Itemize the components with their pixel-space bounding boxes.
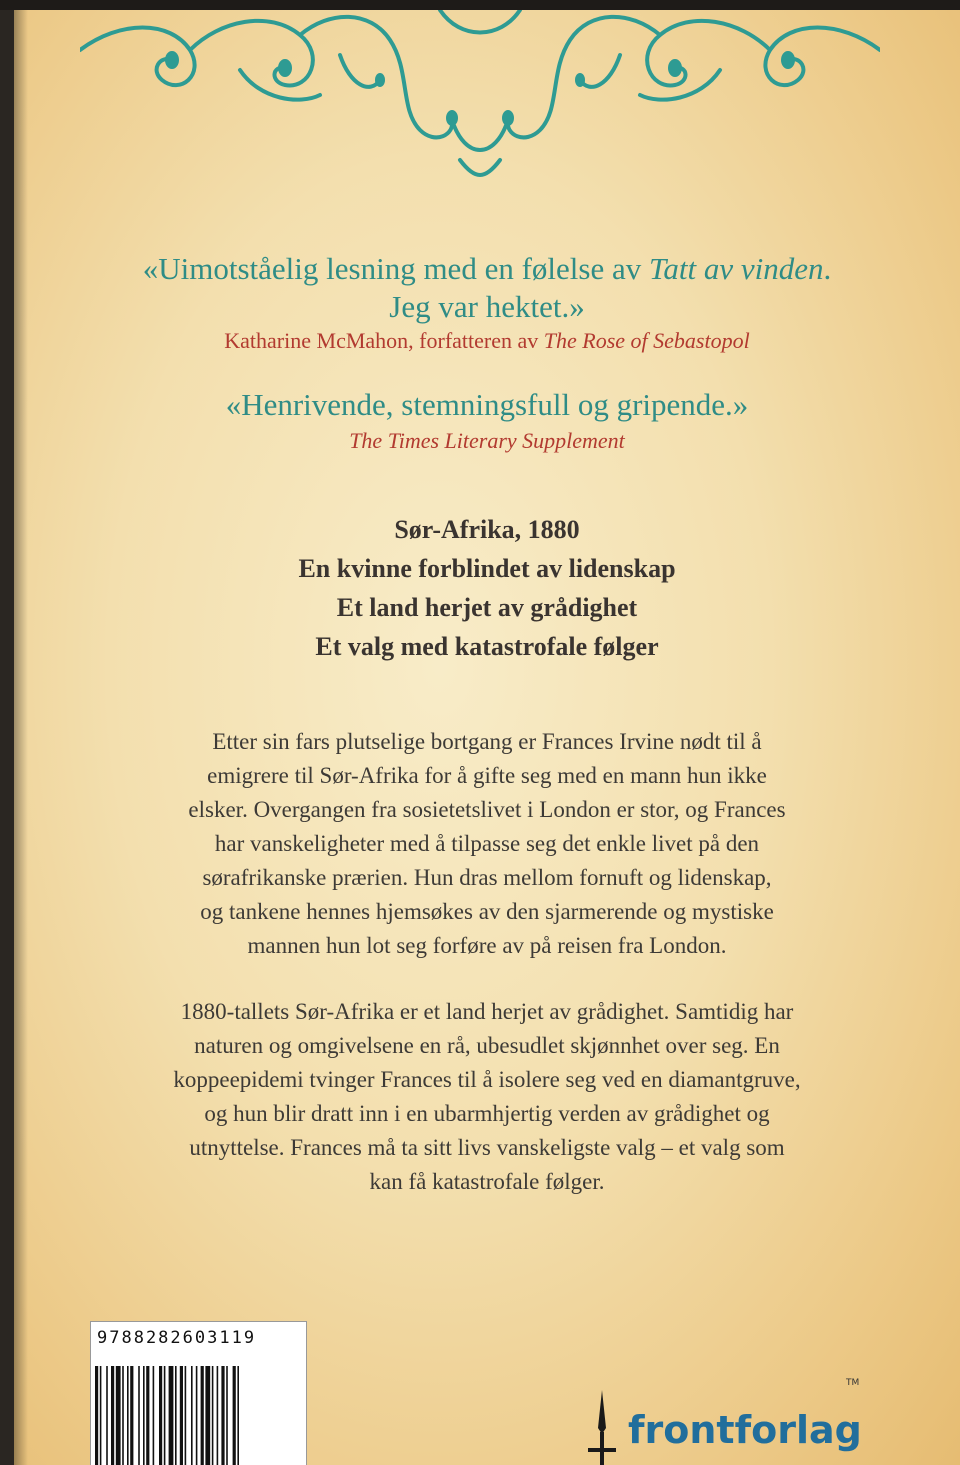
barcode-bar [221, 1366, 224, 1465]
blurb-line: koppeepidemi tvinger Frances til å isolere seg ved en diamantgruve, [173, 1067, 801, 1092]
top-edge [0, 0, 960, 10]
headline-line: Et land herjet av grådighet [336, 593, 638, 622]
blurb-line: emigrere til Sør-Afrika for å gifte seg med en mann hun ikke [207, 763, 767, 788]
barcode-bar [116, 1366, 121, 1465]
blurb-line: har vanskeligheter med å tilpasse seg det enkle livet på den [214, 831, 760, 856]
barcode [90, 1321, 307, 1465]
blurb-line: og hun blir dratt inn i en ubarmhjertig verden av grådighet og [204, 1101, 770, 1126]
flourish-ornament [80, 10, 880, 210]
barcode-bar [233, 1366, 236, 1465]
barcode-bar [159, 1366, 162, 1465]
barcode-bar [164, 1366, 166, 1465]
barcode-bar [122, 1366, 124, 1465]
barcode-bar [130, 1366, 133, 1465]
trademark: TM [846, 1378, 860, 1388]
barcode-bar [175, 1366, 177, 1465]
barcode-bar [106, 1366, 108, 1465]
barcode-bar [153, 1366, 155, 1465]
headline-line: En kvinne forblindet av lidenskap [298, 554, 676, 583]
isbn-number: 9788282603119 [97, 1328, 257, 1348]
spine-shadow [14, 10, 28, 1465]
barcode-bar [226, 1366, 228, 1465]
blurb-line: elsker. Overgangen fra sosietetslivet i London er stor, og Frances [188, 797, 786, 822]
blurb-line: 1880-tallets Sør-Afrika er et land herjet av grådighet. Samtidig har [180, 999, 794, 1024]
blurb-line: og tankene hennes hjemsøkes av den sjarmerende og mystiske [200, 899, 774, 924]
barcode-bars [95, 1366, 300, 1465]
publisher-name: frontforlag [628, 1408, 862, 1452]
blurb-line: mannen hun lot seg forføre av på reisen fra London. [247, 933, 727, 958]
blurb-line: naturen og omgivelsene en rå, ubesudlet skjønnhet over seg. En [194, 1033, 780, 1058]
barcode-bar [205, 1366, 210, 1465]
barcode-bar [95, 1366, 98, 1465]
barcode-bar [191, 1366, 193, 1465]
blurb-line: Etter sin fars plutselige bortgang er Frances Irvine nødt til å [212, 729, 762, 754]
book-back-cover [14, 10, 960, 1465]
quote-1-line-1: «Uimotståelig lesning med en følelse av Tatt av vinden. [142, 251, 832, 286]
barcode-bar [196, 1366, 198, 1465]
barcode-bar [169, 1366, 174, 1465]
blurb-line: kan få katastrofale følger. [369, 1169, 605, 1194]
barcode-bar [143, 1366, 145, 1465]
headline-block [14, 510, 960, 666]
headline-line: Et valg med katastrofale følger [315, 632, 659, 661]
barcode-bar [111, 1366, 114, 1465]
barcode-bar [100, 1366, 102, 1465]
quote-2-attribution: The Times Literary Supplement [349, 428, 625, 453]
barcode-bar [138, 1366, 140, 1465]
blurb-paragraph-2 [14, 995, 960, 1199]
barcode-bar [185, 1366, 187, 1465]
quill-icon [572, 1388, 632, 1465]
barcode-bar [127, 1366, 129, 1465]
barcode-bar [180, 1366, 183, 1465]
barcode-bar [212, 1366, 214, 1465]
quote-2: «Henrivende, stemningsfull og gripende.» [225, 387, 749, 422]
blurb-line: sørafrikanske prærien. Hun dras mellom fornuft og lidenskap, [202, 865, 772, 890]
barcode-bar [146, 1366, 149, 1465]
barcode-bar [201, 1366, 204, 1465]
quote-1-line-2: Jeg var hektet.» [389, 289, 585, 324]
barcode-bar [217, 1366, 219, 1465]
quote-1-attribution: Katharine McMahon, forfatteren av The Rose of Sebastopol [224, 328, 750, 353]
barcode-bar [237, 1366, 239, 1465]
blurb-line: utnyttelse. Frances må ta sitt livs vanskeligste valg – et valg som [189, 1135, 785, 1160]
headline-line: Sør-Afrika, 1880 [394, 515, 580, 544]
blurb-paragraph-1 [14, 725, 960, 963]
